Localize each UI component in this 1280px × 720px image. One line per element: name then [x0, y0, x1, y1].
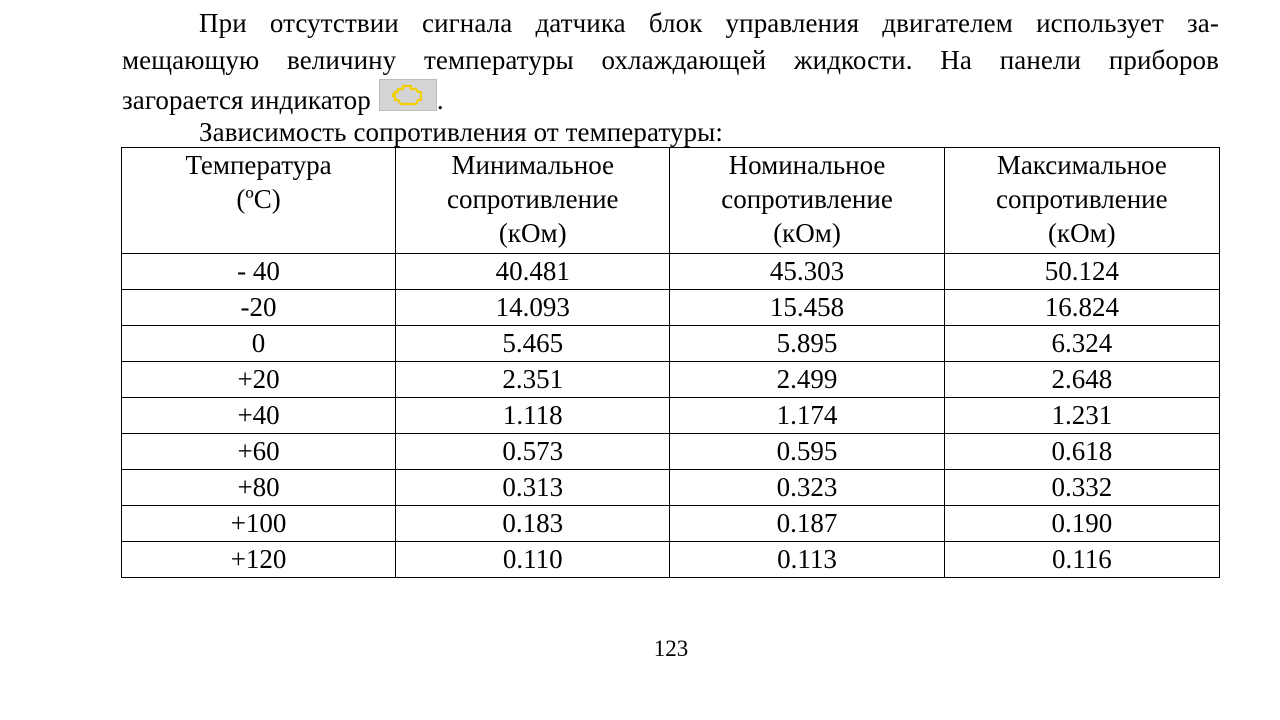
cell-max: 0.190 — [944, 506, 1219, 542]
cell-max: 0.618 — [944, 434, 1219, 470]
cell-min: 1.118 — [396, 398, 670, 434]
cell-max: 16.824 — [944, 290, 1219, 326]
header-nominal-resistance: Номинальное сопротивление (кОм) — [670, 148, 944, 254]
table-row — [122, 398, 1220, 434]
cell-temperature: +40 — [122, 398, 396, 434]
table-row — [122, 542, 1220, 578]
cell-temperature: +20 — [122, 362, 396, 398]
cell-min: 5.465 — [396, 326, 670, 362]
table-row — [122, 470, 1220, 506]
cell-max: 50.124 — [944, 254, 1219, 290]
cell-max: 1.231 — [944, 398, 1219, 434]
cell-temperature: 0 — [122, 326, 396, 362]
cell-nominal: 5.895 — [670, 326, 944, 362]
table-header-row — [122, 148, 1220, 254]
header-temperature: Температура (ºС) — [122, 148, 396, 254]
paragraph-line-text: загорается индикатор — [122, 85, 371, 115]
paragraph-line — [122, 79, 1219, 119]
header-min-resistance: Минимальное сопротивление (кОм) — [396, 148, 670, 254]
cell-max: 2.648 — [944, 362, 1219, 398]
table-row — [122, 506, 1220, 542]
cell-temperature: -20 — [122, 290, 396, 326]
cell-nominal: 0.595 — [670, 434, 944, 470]
table-row — [122, 290, 1220, 326]
cell-max: 0.116 — [944, 542, 1219, 578]
page-number: 123 — [653, 636, 689, 661]
cell-min: 0.313 — [396, 470, 670, 506]
table-row — [122, 434, 1220, 470]
cell-temperature: +60 — [122, 434, 396, 470]
cell-max: 0.332 — [944, 470, 1219, 506]
cell-temperature: - 40 — [122, 254, 396, 290]
check-engine-icon — [392, 83, 424, 107]
cell-temperature: +80 — [122, 470, 396, 506]
paragraph-line: При отсутствии сигнала датчика блок управления двигателем использует за- — [199, 8, 1219, 38]
cell-temperature: +120 — [122, 542, 396, 578]
paragraph-line: мещающую величину температуры охлаждающей жидкости. На панели приборов — [122, 45, 1219, 75]
cell-min: 14.093 — [396, 290, 670, 326]
table-row — [122, 326, 1220, 362]
table-row — [122, 254, 1220, 290]
cell-nominal: 0.187 — [670, 506, 944, 542]
paragraph-sensor-fallback — [122, 5, 1219, 119]
cell-min: 2.351 — [396, 362, 670, 398]
cell-nominal: 0.323 — [670, 470, 944, 506]
table-row — [122, 362, 1220, 398]
cell-nominal: 45.303 — [670, 254, 944, 290]
check-engine-indicator — [379, 79, 437, 111]
header-max-resistance: Максимальное сопротивление (кОм) — [944, 148, 1219, 254]
cell-min: 40.481 — [396, 254, 670, 290]
cell-min: 0.183 — [396, 506, 670, 542]
cell-min: 0.573 — [396, 434, 670, 470]
paragraph-line-end: . — [436, 85, 444, 115]
resistance-table — [121, 147, 1220, 578]
cell-nominal: 15.458 — [670, 290, 944, 326]
cell-min: 0.110 — [396, 542, 670, 578]
cell-temperature: +100 — [122, 506, 396, 542]
cell-nominal: 2.499 — [670, 362, 944, 398]
cell-nominal: 0.113 — [670, 542, 944, 578]
cell-nominal: 1.174 — [670, 398, 944, 434]
cell-max: 6.324 — [944, 326, 1219, 362]
table-caption: Зависимость сопротивления от температуры: — [199, 117, 723, 147]
